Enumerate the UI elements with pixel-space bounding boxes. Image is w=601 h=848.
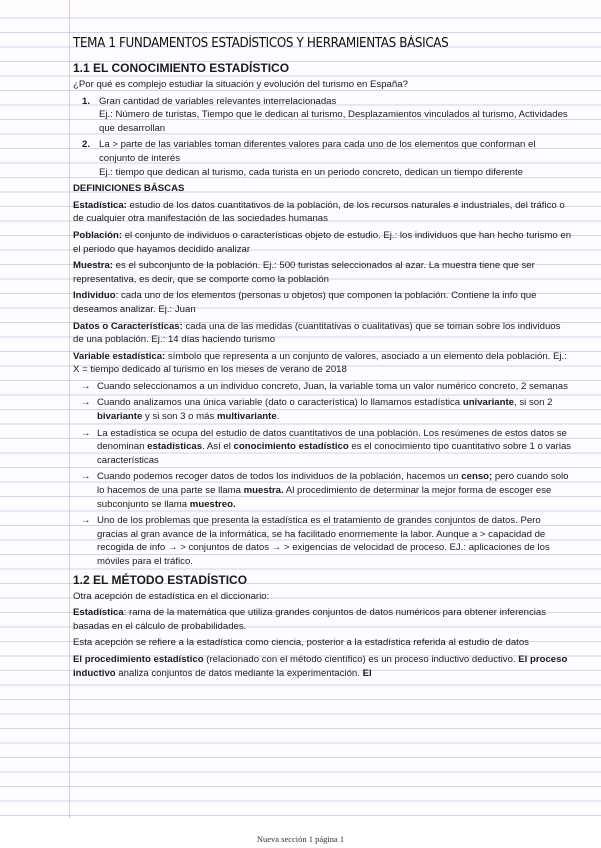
bullet-text: es el conocimiento tipo cuantitativo sobre 1 o varias características <box>97 441 572 466</box>
bullet-text: Uno de los problemas que presenta la estadística es el tratamiento de grandes conjuntos de datos. Pero gracias al gran avance de la informática, se ha facilitado enormemente la labor. Aunque a > capacidad de recogida de info → > conjuntos de datos → > exigencias de velocidad de proceso. EJ.: aplicaciones de los móviles para el tráfico. <box>97 515 550 567</box>
paragraph: Esta acepción se refiere a la estadística como ciencia, posterior a la estadística referida al estudio de datos <box>73 637 529 649</box>
definition-muestra <box>73 259 573 286</box>
arrow-bullet-item <box>73 396 573 423</box>
bullet-text: pero cuando solo lo hacemos de una parte se llama <box>97 471 569 497</box>
list-item <box>73 95 573 136</box>
bold-term: El procedimiento estadístico <box>73 653 204 665</box>
arrow-bullet-item <box>73 427 573 468</box>
bullet-text: Cuando analizamos una única variable (dato o característica) lo llamamos estadística <box>97 397 463 409</box>
definition-text: el conjunto de individuos o características objeto de estudio. Ej.: los individuos que han hecho turismo en el periodo que hayamos decidido analizar <box>73 229 572 255</box>
list-item <box>73 138 573 179</box>
definition-variable <box>73 350 573 377</box>
paragraph-text: analiza conjuntos de datos mediante la experimentación. <box>115 667 363 679</box>
list-item-example: Ej.: Número de turistas, Tiempo que le dedican al turismo, Desplazamientos vinculados al turismo, Actividades que desarrollan <box>99 109 568 134</box>
arrow-right-icon: → <box>81 471 91 483</box>
bullet-text: Cuando podemos recoger datos de todos los individuos de la población, hacemos un <box>97 471 462 483</box>
bullet-text: y si son 3 o más <box>142 411 217 423</box>
bullet-text: La estadística se ocupa del estudio de datos cuantitativos de una población. Los resúmenes de estos datos se denominan <box>97 427 567 453</box>
definitions-heading-text: DEFINICIONES BÁSCAS <box>73 183 185 195</box>
term: Población: <box>73 229 123 241</box>
paragraph-procedimiento <box>73 653 573 680</box>
definition-text: es el subconjunto de la población. Ej.: 500 turistas seleccionados al azar. La muestra tiene que ser representativa, es decir, que se comporte como la población <box>73 260 535 285</box>
term: Estadística: <box>73 199 127 211</box>
paragraph-text: (relacionado con el método científico) es un proceso inductivo deductivo. <box>203 653 519 665</box>
definition-datos <box>73 320 573 347</box>
definitions-heading <box>73 182 573 196</box>
list-item-example: Ej.: tiempo que dedican al turismo, cada turista en un periodo concreto, dedican un tiempo diferente <box>99 166 523 178</box>
bold-term: bivariante <box>97 411 143 423</box>
bullet-text: , si son 2 <box>514 397 553 409</box>
bullet-text: . <box>276 411 280 423</box>
bold-term: estadísticas <box>147 441 203 453</box>
definition-text: estudio de los datos cuantitativos de la población, de los recursos naturales e industriales, del tráfico o de cualquier otra manifestación de las sociedades humanas <box>73 199 565 225</box>
list-item-text: La > parte de las variables toman diferentes valores para cada uno de los elementos que conforman el conjunto de interés <box>99 139 536 164</box>
list-item-text: Gran cantidad de variables relevantes interrelacionadas <box>99 95 337 107</box>
bold-term: multivariante <box>216 411 277 423</box>
term: Individuo <box>73 290 116 302</box>
term: Estadística <box>73 607 124 619</box>
term: Muestra: <box>73 260 113 272</box>
page-footer: Nueva sección 1 página 1 <box>256 834 345 844</box>
arrow-right-icon: → <box>81 515 91 527</box>
definition-text: símbolo que representa a un conjunto de valores, asociado a un elemento dela población. Ej.: X = tiempo dedicado al turismo en los meses de verano de 2018 <box>73 350 567 376</box>
bold-term: muestreo. <box>189 498 236 510</box>
definition-estadistica <box>73 199 573 226</box>
bold-term: univariante <box>462 397 515 409</box>
bullet-text: . Así el <box>202 441 234 453</box>
arrow-right-icon: → <box>81 427 91 439</box>
definition-text: : rama de la matemática que utiliza grandes conjuntos de datos numéricos para obtener inferencias basadas en el cálculo de probabilidades. <box>73 607 547 632</box>
definition-text: : cada uno de los elementos (personas u objetos) que componen la población. Contiene la info que deseamos analizar. Ej.: Juan <box>73 290 537 315</box>
arrow-bullet-item <box>73 514 573 568</box>
section-heading-2: 1.2 EL MÉTODO ESTADÍSTICO <box>73 572 248 587</box>
bold-term: El <box>362 667 372 679</box>
page-content <box>73 34 573 683</box>
list-number: 2. <box>82 139 91 151</box>
bold-term: El proceso inductivo <box>73 653 568 679</box>
bold-term: muestra. <box>243 485 284 497</box>
arrow-bullet-item <box>73 380 573 394</box>
definition-text: cada una de las medidas (cuantitativas o cualitativas) que se toman sobre los individuos de una población. Ej.: 14 días haciendo turismo <box>73 320 561 346</box>
question-text: ¿Por qué es complejo estudiar la situación y evolución del turismo en España? <box>73 79 408 90</box>
arrow-right-icon: → <box>81 397 91 409</box>
bullet-text: Cuando seleccionamos a un individuo concreto, Juan, la variable toma un valor numérico concreto, 2 semanas <box>97 380 568 392</box>
bullet-text: Al procedimiento de determinar la mejor forma de escoger ese subconjunto se llama <box>97 485 552 510</box>
definition-individuo <box>73 289 573 316</box>
term: Variable estadística: <box>73 350 166 362</box>
arrow-right-icon: → <box>81 380 91 392</box>
definition-poblacion <box>73 229 573 256</box>
list-number: 1. <box>82 95 91 107</box>
definition-estadistica-ciencia <box>73 606 573 633</box>
bold-term: conocimiento estadístico <box>233 441 349 453</box>
arrow-bullet-item <box>73 470 573 511</box>
margin-line <box>69 0 70 818</box>
page-title: TEMA 1 FUNDAMENTOS ESTADÍSTICOS Y HERRAMIENTAS BÁSICAS <box>73 36 449 51</box>
paragraph: Otra acepción de estadística en el diccionario: <box>73 590 270 602</box>
term: Datos o Características: <box>73 320 183 332</box>
section-heading-1: 1.1 EL CONOCIMIENTO ESTADÍSTICO <box>73 61 290 75</box>
bold-term: censo; <box>461 471 493 483</box>
